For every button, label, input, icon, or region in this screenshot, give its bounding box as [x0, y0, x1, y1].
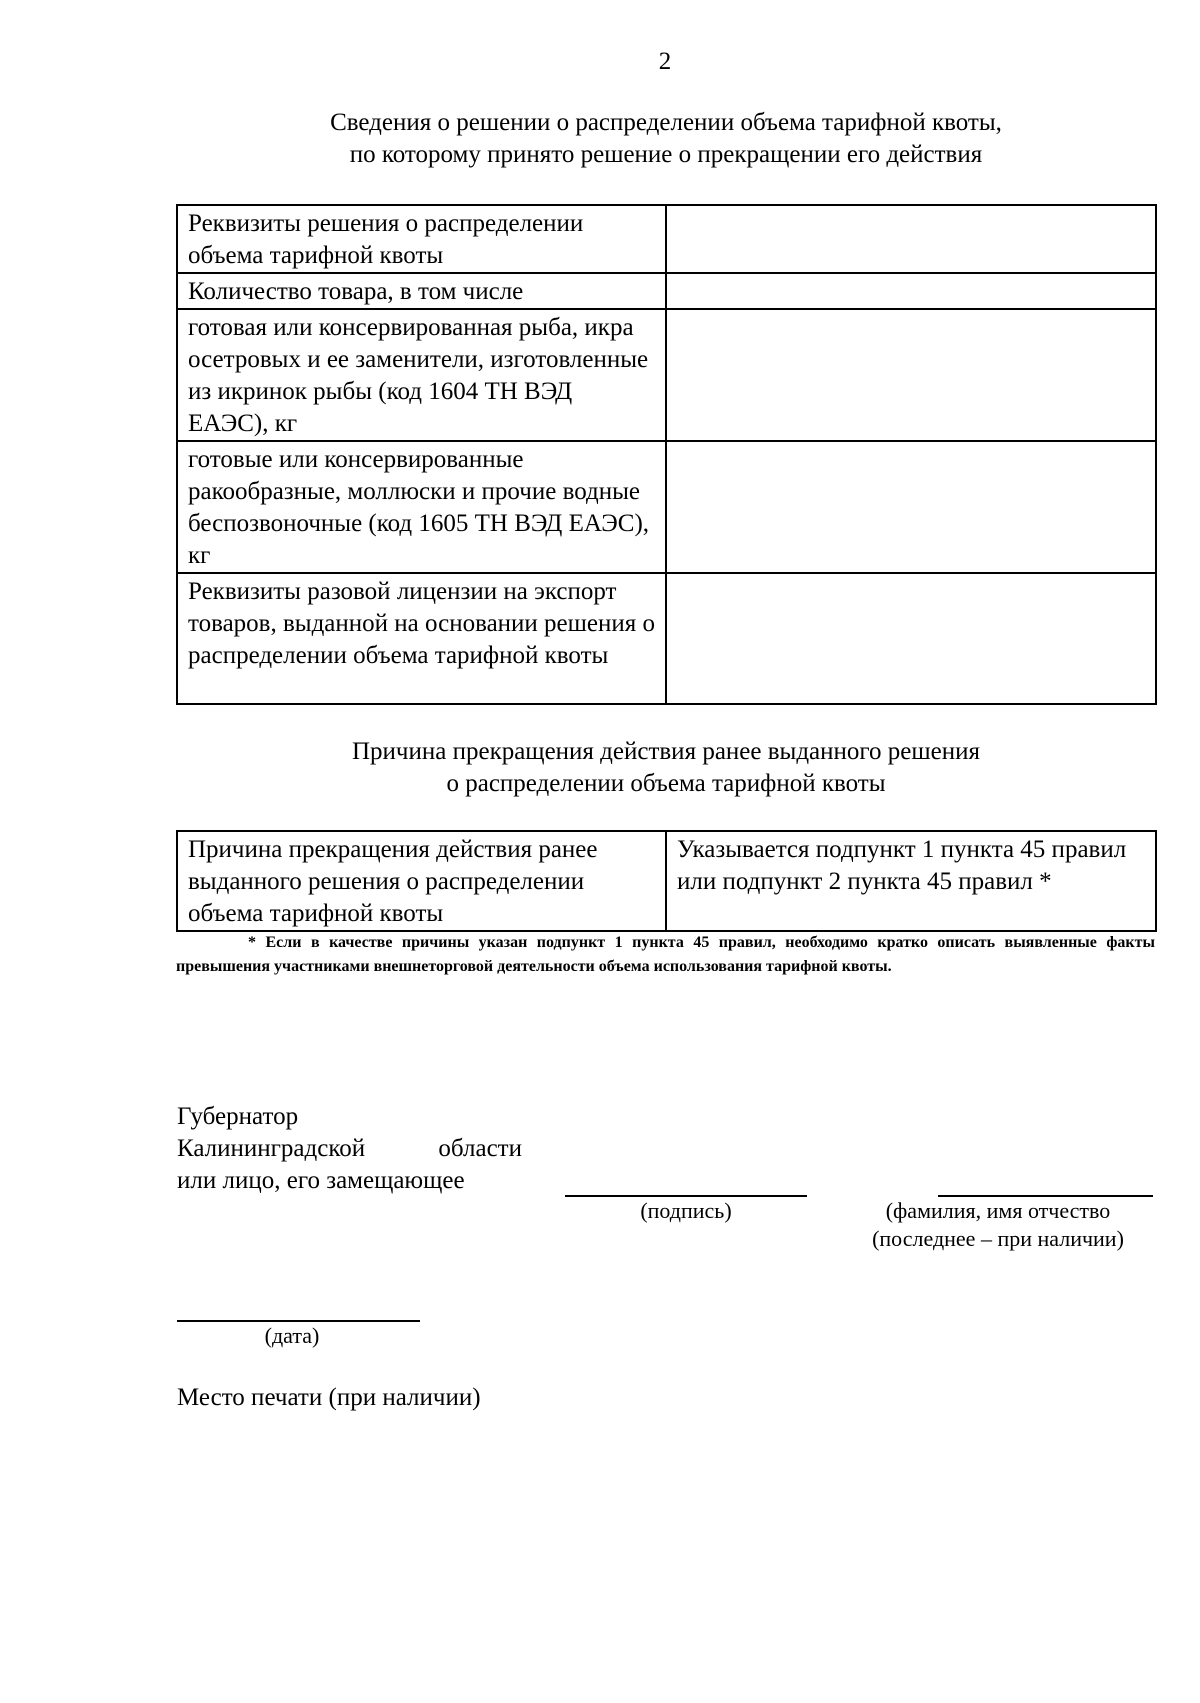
governor-region: Калининградской — [177, 1135, 366, 1162]
name-caption — [848, 1197, 1148, 1253]
table-row — [177, 205, 1156, 273]
row-label-fish-1604: готовая или консервированная рыба, икра осетровых и ее заменители, изготовленные из икринок рыбы (код 1604 ТН ВЭД ЕАЭС), кг — [177, 309, 666, 441]
name-caption-line1: (фамилия, имя отчество — [885, 1198, 1111, 1223]
governor-line3: или лицо, его замещающее — [177, 1167, 465, 1194]
table-row — [177, 831, 1156, 931]
governor-region-word: области — [438, 1135, 522, 1162]
table-row — [177, 273, 1156, 309]
section2-heading — [255, 736, 1077, 800]
name-caption-line2: (последнее – при наличии) — [872, 1226, 1124, 1251]
footnote: * Если в качестве причины указан подпункт 1 пункта 45 правил, необходимо кратко описать выявленные факты превышения участниками внешнеторговой деятельности объема использования тарифной квоты. — [176, 934, 1155, 975]
section2-heading-line1: Причина прекращения действия ранее выданного решения — [351, 738, 980, 765]
section1-heading-line2: по которому принято решение о прекращении его действия — [349, 141, 983, 168]
row-label-goods-quantity: Количество товара, в том числе — [177, 273, 666, 309]
row-value-termination-reason[interactable]: Указывается подпункт 1 пункта 45 правил или подпункт 2 пункта 45 правил * — [666, 831, 1156, 931]
section2-heading-line2: о распределении объема тарифной квоты — [446, 770, 886, 797]
row-label-decision-details: Реквизиты решения о распределении объема тарифной квоты — [177, 205, 666, 273]
governor-line1: Губернатор — [177, 1103, 299, 1130]
row-value-crustaceans-1605[interactable] — [666, 441, 1156, 573]
section1-heading-line1: Сведения о решении о распределении объема тарифной квоты, — [330, 109, 1002, 136]
governor-line2 — [177, 1133, 522, 1165]
section1-heading — [255, 107, 1077, 171]
row-value-decision-details[interactable] — [666, 205, 1156, 273]
row-label-export-license: Реквизиты разовой лицензии на экспорт товаров, выданной на основании решения о распределении объема тарифной квоты — [177, 573, 666, 704]
table-row — [177, 441, 1156, 573]
signature-caption: (подпись) — [640, 1198, 732, 1223]
seal-place: Место печати (при наличии) — [177, 1384, 481, 1411]
row-label-termination-reason: Причина прекращения действия ранее выданного решения о распределении объема тарифной квоты — [177, 831, 666, 931]
page-number: 2 — [658, 48, 672, 75]
row-value-export-license[interactable] — [666, 573, 1156, 704]
table-row — [177, 309, 1156, 441]
date-caption: (дата) — [264, 1323, 320, 1348]
table-row — [177, 573, 1156, 704]
row-value-goods-quantity[interactable] — [666, 273, 1156, 309]
row-label-crustaceans-1605: готовые или консервированные ракообразные, моллюски и прочие водные беспозвоночные (код 1605 ТН ВЭД ЕАЭС), кг — [177, 441, 666, 573]
termination-reason-table — [176, 830, 1157, 932]
signatory-title — [177, 1101, 557, 1197]
row-value-fish-1604[interactable] — [666, 309, 1156, 441]
decision-details-table — [176, 204, 1157, 705]
